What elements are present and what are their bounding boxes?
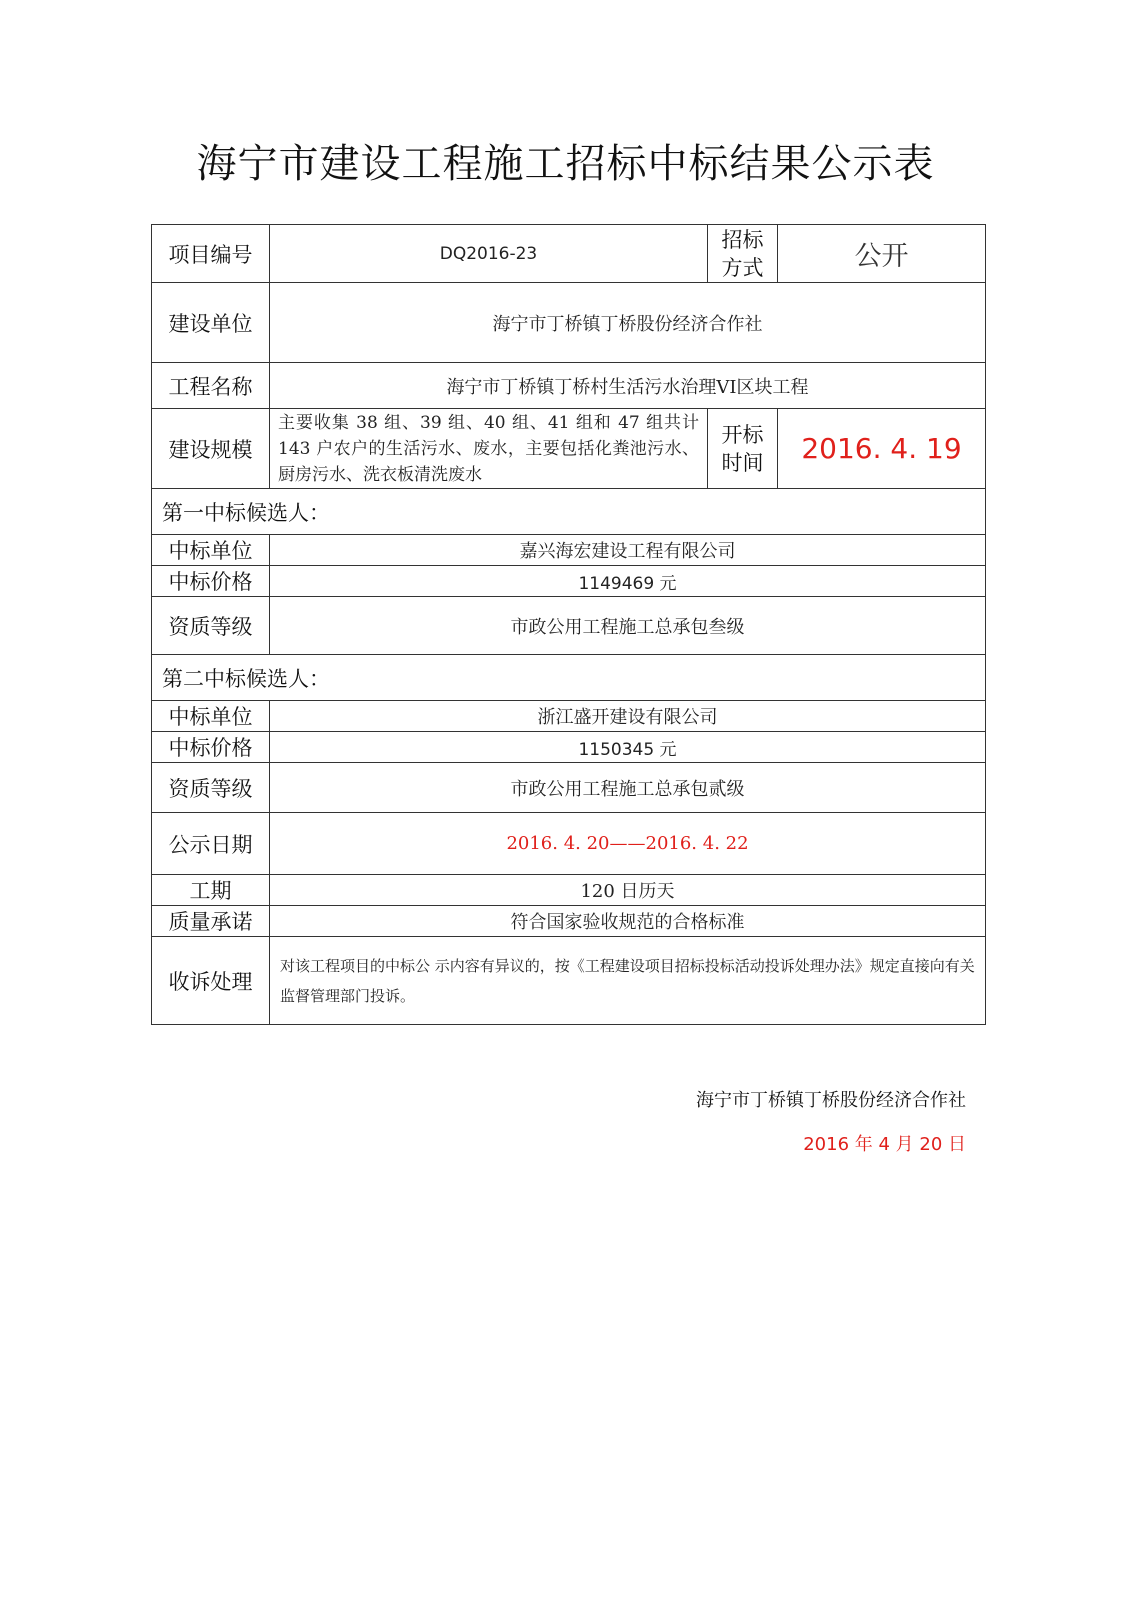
- notice-date-label: 公示日期: [152, 813, 270, 875]
- second-unit-label: 中标单位: [152, 701, 270, 732]
- row-first-unit: [152, 535, 986, 566]
- first-unit-label: 中标单位: [152, 535, 270, 566]
- row-second-qual: [152, 763, 986, 813]
- second-price-label: 中标价格: [152, 732, 270, 763]
- open-time-label-line2: 时间: [721, 450, 764, 475]
- scale-value: 主要收集 38 组、39 组、40 组、41 组和 47 组共计 143 户农户的生活污水、废水，主要包括化粪池污水、厨房污水、洗衣板清洗废水: [270, 409, 708, 489]
- row-second-price: [152, 732, 986, 763]
- row-second-unit: [152, 701, 986, 732]
- first-price-label: 中标价格: [152, 566, 270, 597]
- builder-value: 海宁市丁桥镇丁桥股份经济合作社: [270, 283, 986, 363]
- scale-label: 建设规模: [152, 409, 270, 489]
- row-second-heading: [152, 655, 986, 701]
- row-complaint: [152, 937, 986, 1025]
- bid-method-value: 公开: [778, 225, 986, 283]
- bid-method-label: [708, 225, 778, 283]
- builder-label: 建设单位: [152, 283, 270, 363]
- row-scale: [152, 409, 986, 489]
- row-first-price: [152, 566, 986, 597]
- row-first-qual: [152, 597, 986, 655]
- second-unit-value: 浙江盛开建设有限公司: [270, 701, 986, 732]
- project-name-value: 海宁市丁桥镇丁桥村生活污水治理VI区块工程: [270, 363, 986, 409]
- bid-result-table: [151, 224, 986, 1025]
- row-notice-date: [152, 813, 986, 875]
- open-time-label: [708, 409, 778, 489]
- footer-organization: 海宁市丁桥镇丁桥股份经济合作社: [696, 1090, 966, 1111]
- second-qual-label: 资质等级: [152, 763, 270, 813]
- complaint-value: 对该工程项目的中标公 示内容有异议的，按《工程建设项目招标投标活动投诉处理办法》规定直接向有关监督管理部门投诉。: [270, 937, 986, 1025]
- project-name-label: 工程名称: [152, 363, 270, 409]
- duration-value: 120 日历天: [270, 875, 986, 906]
- second-qual-value: 市政公用工程施工总承包贰级: [270, 763, 986, 813]
- second-price-value: 1150345 元: [270, 732, 986, 763]
- row-duration: [152, 875, 986, 906]
- row-quality: [152, 906, 986, 937]
- bid-method-label-line2: 方式: [721, 255, 764, 280]
- first-qual-value: 市政公用工程施工总承包叁级: [270, 597, 986, 655]
- first-unit-value: 嘉兴海宏建设工程有限公司: [270, 535, 986, 566]
- row-project-no: [152, 225, 986, 283]
- complaint-label: 收诉处理: [152, 937, 270, 1025]
- footer-date: 2016 年 4 月 20 日: [803, 1134, 966, 1155]
- page-title: 海宁市建设工程施工招标中标结果公示表: [196, 141, 935, 187]
- quality-value: 符合国家验收规范的合格标准: [270, 906, 986, 937]
- row-builder: [152, 283, 986, 363]
- project-no-label: 项目编号: [152, 225, 270, 283]
- open-time-value: 2016. 4. 19: [778, 409, 986, 489]
- first-price-value: 1149469 元: [270, 566, 986, 597]
- bid-method-label-line1: 招标: [721, 227, 764, 252]
- notice-date-value: 2016. 4. 20——2016. 4. 22: [270, 813, 986, 875]
- first-candidate-heading: 第一中标候选人：: [152, 489, 986, 535]
- open-time-label-line1: 开标: [721, 422, 764, 447]
- duration-label: 工期: [152, 875, 270, 906]
- project-no-value: DQ2016-23: [270, 225, 708, 283]
- second-candidate-heading: 第二中标候选人：: [152, 655, 986, 701]
- row-first-heading: [152, 489, 986, 535]
- first-qual-label: 资质等级: [152, 597, 270, 655]
- row-project-name: [152, 363, 986, 409]
- quality-label: 质量承诺: [152, 906, 270, 937]
